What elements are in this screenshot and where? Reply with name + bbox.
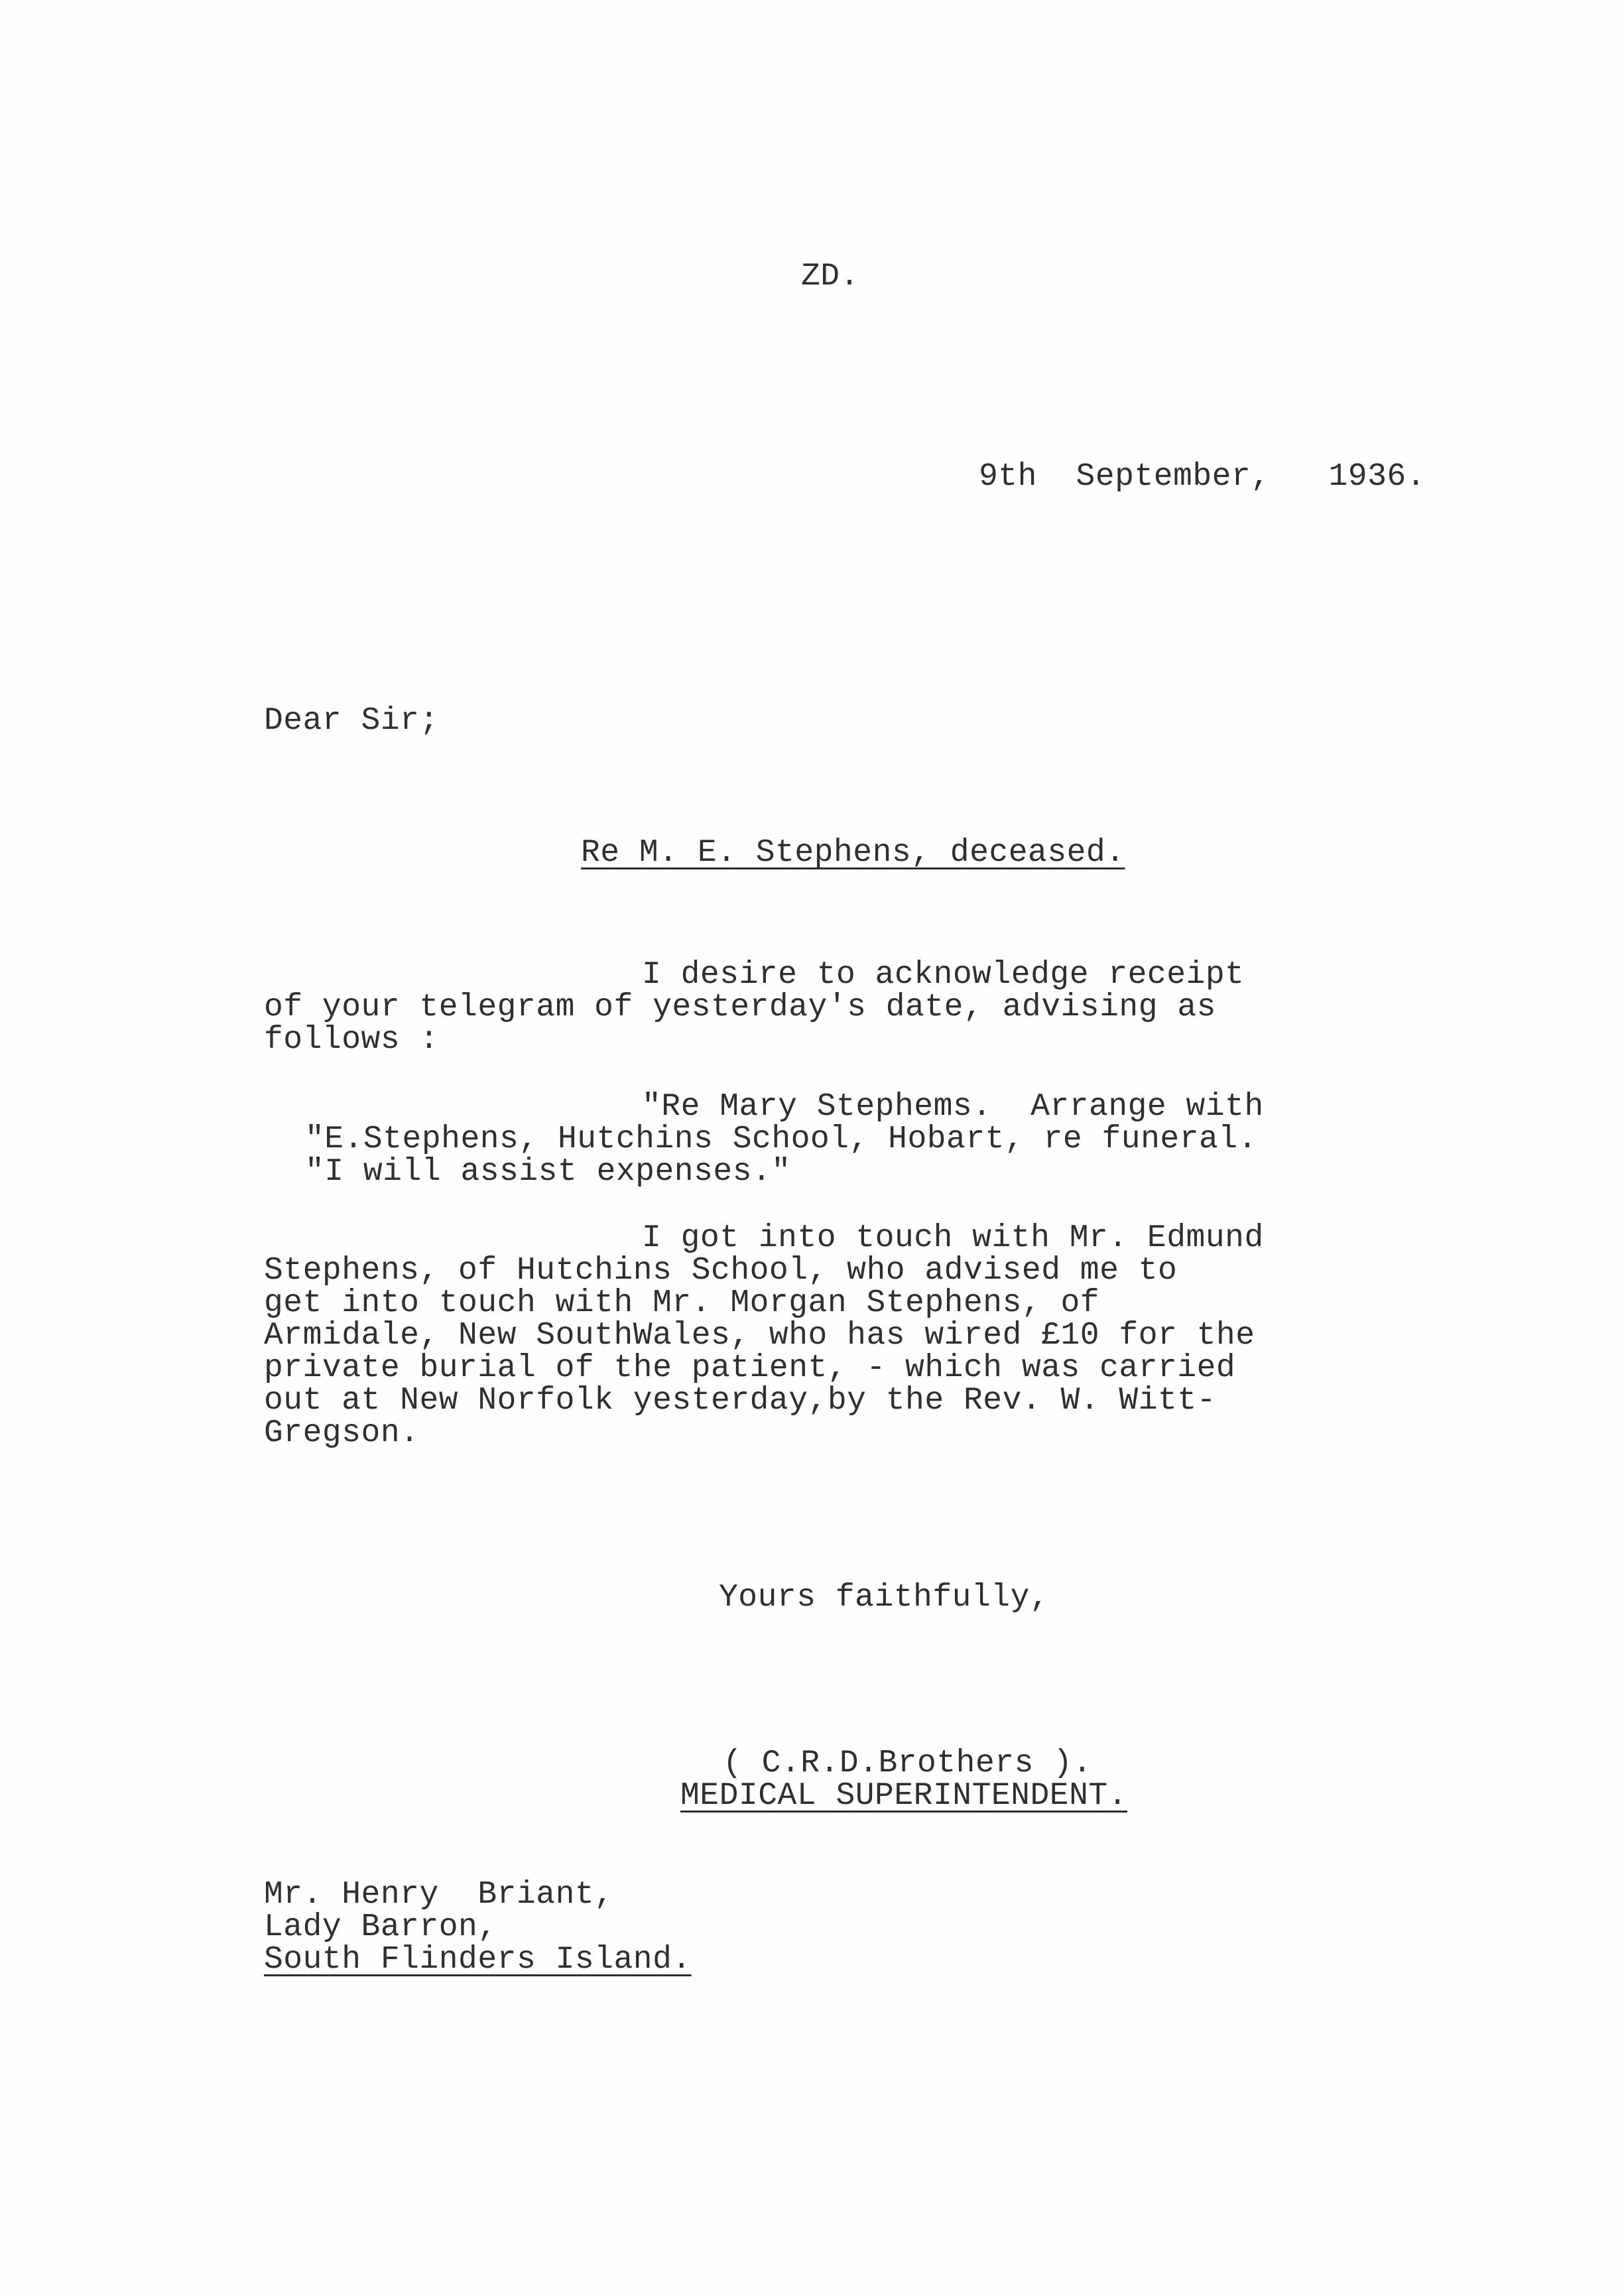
signatory-title: MEDICAL SUPERINTENDENT. <box>680 1778 1128 1814</box>
recipient-address-line-2: South Flinders Island. <box>264 1942 692 1978</box>
paragraph-1-line-1: I desire to acknowledge receipt <box>642 957 1245 993</box>
paragraph-2-line-7: Gregson. <box>264 1415 420 1451</box>
telegram-quote-line-2: "E.Stephens, Hutchins School, Hobart, re funeral. <box>305 1121 1257 1157</box>
paragraph-2-line-5: private burial of the patient, - which was carried <box>264 1350 1236 1386</box>
paragraph-1-line-3: follows : <box>264 1022 439 1058</box>
recipient-address-line-1: Lady Barron, <box>264 1909 497 1945</box>
recipient-name: Mr. Henry Briant, <box>264 1877 614 1913</box>
paragraph-2-line-4: Armidale, New SouthWales, who has wired £10 for the <box>264 1318 1255 1354</box>
paragraph-1-line-2: of your telegram of yesterday's date, advising as <box>264 989 1216 1025</box>
subject-line: Re M. E. Stephens, deceased. <box>581 835 1125 871</box>
telegram-quote-line-3: "I will assist expenses." <box>305 1154 791 1190</box>
paragraph-2-line-3: get into touch with Mr. Morgan Stephens, of <box>264 1285 1100 1321</box>
telegram-quote-line-1: "Re Mary Stephems. Arrange with <box>642 1089 1264 1125</box>
letter-date: 9th September, 1936. <box>979 459 1426 495</box>
closing: Yours faithfully, <box>719 1580 1050 1616</box>
reference-code: ZD. <box>801 259 859 294</box>
signatory-name: ( C.R.D.Brothers ). <box>723 1746 1092 1781</box>
paragraph-2-line-6: out at New Norfolk yesterday,by the Rev. W. Witt- <box>264 1383 1216 1419</box>
paragraph-2-line-1: I got into touch with Mr. Edmund <box>642 1220 1264 1256</box>
salutation: Dear Sir; <box>264 703 439 739</box>
paragraph-2-line-2: Stephens, of Hutchins School, who advised me to <box>264 1253 1178 1289</box>
